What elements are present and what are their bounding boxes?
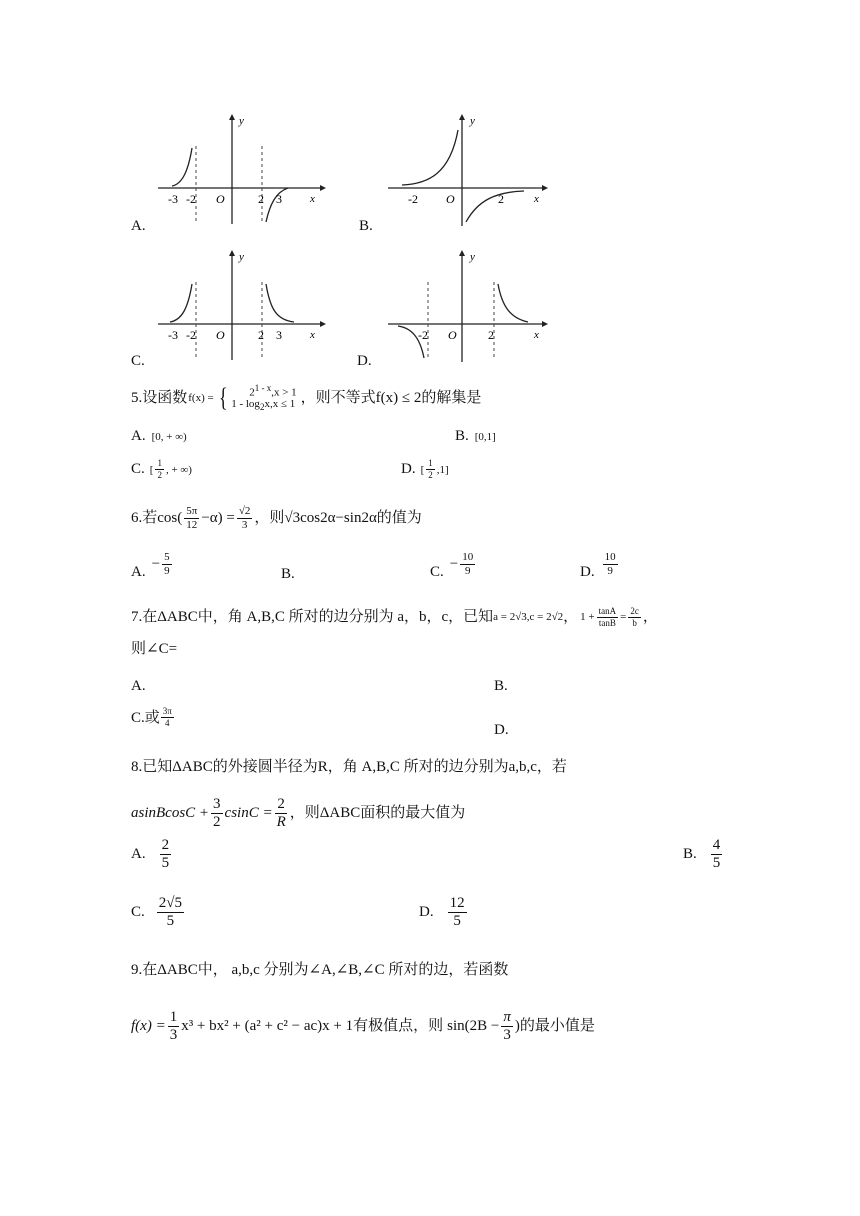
q9-line-2-suffix: 的最小值是 (519, 1017, 595, 1034)
q7-option-c-den: 4 (165, 718, 170, 728)
graph-a-label: A. (131, 218, 146, 234)
q8-option-d-num: 12 (449, 895, 465, 911)
q8-option-a-frac (160, 838, 172, 871)
graph-a-origin: O (216, 192, 225, 206)
q5-option-d-den: 2 (428, 470, 433, 480)
q5-option-d-pre: [ (420, 463, 425, 476)
graph-d-x-label: x (534, 329, 539, 341)
q6-option-a-sign: − (151, 556, 161, 572)
q6-rhs-den: 3 (241, 518, 248, 531)
q7-sep: ， (563, 608, 579, 625)
q7-end: ， (642, 608, 658, 625)
q8-option-b[interactable] (683, 838, 724, 871)
q7-stem-prefix: 7.在ΔABC中，角 A,B,C 所对的边分别为 a，b，c，已知 (131, 608, 494, 625)
q5-func-name: f(x) = (188, 392, 214, 404)
q5-option-b-text: [0,1] (474, 430, 496, 443)
q5-piece-2 (231, 399, 296, 413)
q5-piece-2-cond: x,x ≤ 1 (264, 397, 296, 410)
q8-line-2-frac (211, 797, 223, 830)
q8-option-a[interactable] (131, 838, 173, 871)
q6-option-a-label: A. (131, 564, 146, 580)
q9-line-2-frac (168, 1010, 180, 1043)
q5-option-c-post: , + ∞) (165, 463, 192, 476)
graph-d-svg (378, 248, 558, 366)
q8-line-2-suffix: ，则ΔABC面积的最大值为 (289, 804, 466, 821)
q7-option-b[interactable] (494, 678, 508, 695)
q6-mid: −α) = (201, 509, 235, 526)
graph-c (150, 248, 330, 366)
q5-option-d[interactable] (401, 459, 449, 480)
q7-stem-line-1 (131, 600, 658, 634)
graph-a-svg (150, 112, 330, 230)
q6-angle-frac (184, 506, 199, 531)
q8-option-c-den: 5 (166, 913, 175, 929)
q5-option-d-frac (426, 459, 435, 480)
q5-stem-prefix: 5.设函数 (131, 389, 188, 406)
q7-option-a-label: A. (131, 678, 146, 694)
q5-option-a-label: A. (131, 428, 146, 444)
graph-c-tick-4: 3 (276, 328, 282, 342)
graph-c-y-label: y (239, 251, 244, 263)
q5-option-c-label: C. (131, 461, 145, 477)
q7-given-1: a = 2√3,c = 2√2 (493, 611, 564, 623)
q8-option-a-label: A. (131, 846, 146, 862)
q9-line-2-pi-den: 3 (503, 1026, 511, 1043)
q6-option-b-label: B. (281, 566, 295, 582)
q8-line-2-frac-2-den: R (276, 813, 286, 830)
q8-option-b-den: 5 (712, 855, 721, 871)
q7-given-2-pre: 1 + (580, 611, 595, 623)
graph-a-tick-4: 3 (276, 192, 282, 206)
q5-piece-1 (231, 384, 296, 399)
q5-piece-1-cond: ,x > 1 (271, 386, 297, 399)
q5-option-b[interactable] (455, 428, 496, 445)
q7-option-c[interactable] (131, 706, 176, 728)
q7-given-2-rnum: 2c (630, 605, 639, 616)
q6-option-c[interactable] (430, 548, 477, 581)
q5-pieces (231, 384, 296, 413)
q8-option-d-frac (448, 896, 467, 929)
q9-line-2-pi-frac (501, 1010, 513, 1043)
q5-option-c[interactable] (131, 459, 192, 480)
graph-c-svg (150, 248, 330, 366)
q5-stem-suffix: ，则不等式f(x) ≤ 2的解集是 (300, 389, 482, 406)
graph-d-y-label: y (470, 251, 475, 263)
q5-option-a[interactable] (131, 428, 187, 445)
q6-option-c-den: 9 (464, 565, 471, 577)
q7-given-2-eq: = (620, 611, 627, 623)
q6-angle-den: 12 (186, 518, 198, 531)
q6-option-c-label: C. (430, 564, 444, 580)
q5-brace: { (218, 383, 228, 412)
graph-b (378, 112, 558, 230)
q8-option-b-label: B. (683, 846, 697, 862)
q5-option-d-math (421, 459, 449, 480)
q9-line-2-frac-den: 3 (169, 1026, 178, 1043)
graph-c-tick-2: -2 (186, 328, 196, 342)
q6-rhs-num: √2 (238, 504, 251, 517)
q5-option-d-num: 1 (428, 458, 433, 468)
q8-option-c-num: 2√5 (158, 895, 182, 911)
graph-b-label: B. (359, 218, 373, 234)
q6-option-c-frac (460, 552, 475, 577)
q7-option-b-label: B. (494, 678, 508, 694)
q6-stem-suffix: ，则√3cos2α−sin2α的值为 (254, 509, 422, 526)
graph-d-origin: O (448, 328, 457, 342)
graph-d-label: D. (357, 353, 372, 369)
q5-option-a-text: [0, + ∞) (151, 430, 187, 443)
q8-option-c-label: C. (131, 904, 145, 920)
q8-option-c[interactable] (131, 896, 186, 929)
q8-stem-line-2 (131, 794, 465, 832)
graph-a-y-label: y (239, 115, 244, 127)
graph-a-tick-3: 2 (258, 192, 264, 206)
q5-option-c-math (150, 459, 192, 480)
graph-b-x-label: x (534, 193, 539, 205)
q9-line-2-pre: f(x) = (131, 1017, 166, 1034)
q8-option-a-num: 2 (161, 837, 170, 853)
q9-line-2-pi-num: π (503, 1008, 511, 1025)
q6-option-d-den: 9 (607, 565, 613, 577)
q8-line-2-frac-num: 3 (213, 795, 221, 812)
graph-c-origin: O (216, 328, 225, 342)
q7-given-2-rden: b (632, 617, 637, 628)
q5-option-b-label: B. (455, 428, 469, 444)
q6-option-d-frac (603, 552, 618, 577)
q5-stem (131, 381, 481, 415)
q6-option-d[interactable] (580, 548, 620, 581)
graph-a (150, 112, 330, 230)
q9-line-2-sin: sin(2B − (447, 1017, 500, 1034)
q6-stem-prefix: 6.若cos( (131, 509, 183, 526)
q5-option-c-pre: [ (149, 463, 154, 476)
graph-c-tick-1: -3 (168, 328, 178, 342)
graph-d-tick-1: -2 (418, 328, 428, 342)
q8-option-c-frac (157, 896, 184, 929)
q8-line-2-pre: asinBcosC + (131, 804, 210, 821)
q8-option-d-den: 5 (453, 913, 461, 929)
q5-piece-1-exp: 1 - x (254, 382, 272, 393)
q6-option-a-den: 9 (164, 565, 170, 577)
q5-option-c-num: 1 (157, 458, 162, 468)
q6-stem (131, 502, 422, 534)
q7-given-2-rfrac (628, 607, 641, 628)
q7-option-a[interactable] (131, 678, 146, 695)
q6-option-d-num: 10 (604, 551, 616, 563)
graph-b-tick-1: -2 (408, 192, 418, 206)
q8-option-b-frac (711, 838, 723, 871)
q6-option-a-num: 5 (164, 551, 170, 563)
q8-option-d[interactable] (419, 896, 469, 929)
graph-c-x-label: x (310, 329, 315, 341)
q7-given-2-den: tanB (598, 617, 616, 628)
q5-piece-2-sub: 2 (259, 401, 265, 412)
q5-option-d-label: D. (401, 461, 416, 477)
q7-option-c-label: C.或 (131, 710, 160, 726)
graph-c-tick-3: 2 (258, 328, 264, 342)
q8-line-2-mid: csinC = (224, 804, 273, 821)
graph-b-svg (378, 112, 558, 230)
graph-a-x-label: x (310, 193, 315, 205)
q7-option-c-num: 3π (162, 706, 172, 716)
q8-option-d-label: D. (419, 904, 434, 920)
graph-a-tick-1: -3 (168, 192, 178, 206)
q9-line-2-mid: x³ + bx² + (a² + c² − ac)x + 1有极值点，则 (181, 1017, 444, 1034)
q6-rhs-frac (237, 506, 253, 531)
graph-a-tick-2: -2 (186, 192, 196, 206)
q5-piece-2-base: 1 - log (231, 397, 260, 410)
q5-option-c-frac (155, 459, 164, 480)
q8-option-a-den: 5 (161, 855, 170, 871)
q8-line-2-frac-den: 2 (213, 813, 221, 830)
q7-option-d-label: D. (494, 722, 509, 738)
graph-c-label: C. (131, 353, 145, 369)
q8-option-b-num: 4 (712, 837, 721, 853)
q7-stem-line-2: 则∠C= (131, 641, 178, 657)
graph-b-tick-2: 2 (498, 192, 504, 206)
q6-option-d-label: D. (580, 564, 595, 580)
q7-given-2-num: tanA (598, 605, 617, 616)
q8-line-2-frac-2 (275, 797, 288, 830)
q7-option-c-frac (161, 707, 174, 728)
q5-piece-1-base: 2 (249, 386, 255, 399)
q7-option-d[interactable] (494, 722, 509, 739)
q8-stem-line-1: 8.已知ΔABC的外接圆半径为R，角 A,B,C 所对的边分别为a,b,c，若 (131, 759, 567, 775)
q7-given-2-frac (597, 607, 619, 628)
q6-option-a-frac (162, 552, 172, 577)
q6-option-a[interactable] (131, 548, 174, 581)
q5-option-d-post: ,1] (436, 463, 449, 476)
q8-line-2-frac-2-num: 2 (277, 795, 285, 812)
q9-stem-line-1: 9.在ΔABC中， a,b,c 分别为∠A,∠B,∠C 所对的边，若函数 (131, 962, 509, 978)
q6-angle-num: 5π (186, 504, 198, 517)
q6-option-b[interactable] (281, 566, 295, 583)
q9-stem-line-2 (131, 1006, 595, 1046)
q5-option-c-den: 2 (157, 470, 162, 480)
graph-d-tick-2: 2 (488, 328, 494, 342)
q9-line-2-close: ) (514, 1017, 520, 1034)
graph-d (378, 248, 558, 366)
graph-b-y-label: y (470, 115, 475, 127)
q9-line-2-frac-num: 1 (169, 1008, 178, 1025)
graph-b-origin: O (446, 192, 455, 206)
q6-option-c-num: 10 (462, 551, 474, 563)
q6-option-c-sign: − (449, 556, 459, 572)
